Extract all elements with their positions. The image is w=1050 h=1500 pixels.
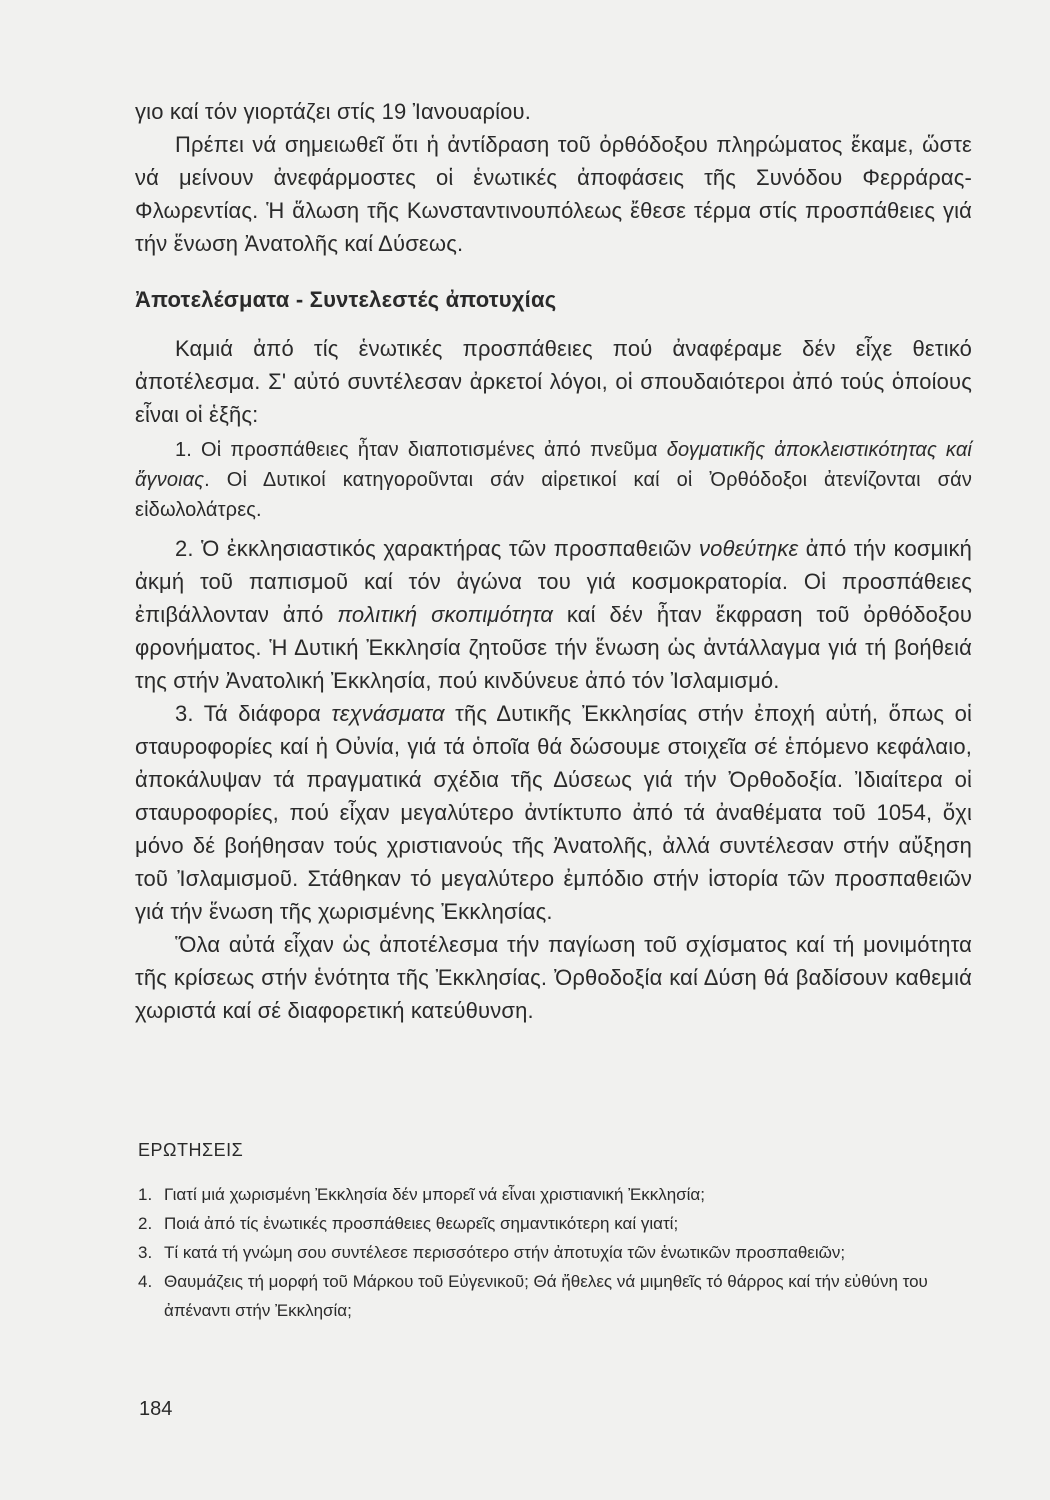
point-1-paragraph — [135, 435, 972, 525]
question-item — [138, 1267, 972, 1325]
point-2-text-mid: ἀπό τήν κοσμική ἀκμή τοῦ παπισμοῦ καί τόν ἀγώνα του γιά κοσμοκρατορία. Οἱ προσπάθειες ἐπιβάλλονταν ἀπό — [135, 536, 972, 627]
paragraph-continuation: γιο καί τόν γιορτάζει στίς 19 Ἰανουαρίου. — [135, 99, 532, 124]
point-1-text-pre: 1. Οἱ προσπάθειες ἦταν διαποτισμένες ἀπό πνεῦμα — [175, 439, 667, 461]
point-3-text-pre: 3. Τά διάφορα — [175, 701, 332, 726]
question-item — [138, 1180, 972, 1209]
question-item — [138, 1209, 972, 1238]
conclusion-paragraph: Ὅλα αὐτά εἶχαν ὡς ἀποτέλεσμα τήν παγίωση τοῦ σχίσματος καί τή μονιμότητα τῆς κρίσεως στήν ἑνότητα τῆς Ἐκκλησίας. Ὀρθοδοξία καί Δύση θά βαδίσουν καθεμιά χωριστά καί σέ διαφορετική κατεύθυνση. — [135, 932, 972, 1023]
point-1-emphasis: δογματικῆς ἀποκλειστικότητας καί ἄγνοιας — [135, 439, 972, 491]
question-text: Θαυμάζεις τή μορφή τοῦ Μάρκου τοῦ Εὐγενικοῦ; Θά ἤθελες νά μιμηθεῖς τό θάρρος καί τήν εὐθύνη του ἀπέναντι στήν Ἐκκλησία; — [164, 1272, 928, 1320]
question-text: Ποιά ἀπό τίς ἑνωτικές προσπάθειες θεωρεῖς σημαντικότερη καί γιατί; — [164, 1214, 679, 1233]
question-text: Γιατί μιά χωρισμένη Ἐκκλησία δέν μπορεῖ νά εἶναι χριστιανική Ἐκκλησία; — [164, 1185, 705, 1204]
point-1-section — [135, 435, 972, 525]
point-2-text-post: καί δέν ἦταν ἔκφραση τοῦ ὀρθόδοξου φρονήματος. Ἡ Δυτική Ἐκκλησία ζητοῦσε τήν ἕνωση ὡς ἀντάλλαγμα γιά τή βοήθειά της στήν Ἀνατολική Ἐκκλησία, πού κινδύνευε ἀπό τόν Ἰσλαμισμό. — [135, 602, 973, 693]
point-3-text-post: τῆς Δυτικῆς Ἐκκλησίας στήν ἐποχή αὐτή, ὅπως οἱ σταυροφορίες καί ἡ Οὐνία, γιά τά ὁποῖα θά δώσουμε στοιχεῖα σέ ἑπόμενο κεφάλαιο, ἀποκάλυψαν τά πραγματικά σχέδια τῆς Δύσεως γιά τήν Ὀρθοδοξία. Ἰδιαίτερα οἱ σταυροφορίες, πού εἶχαν μεγαλύτερο ἀντίκτυπο ἀπό τά ἀναθέματα τοῦ 1054, ὄχι μόνο δέ βοήθησαν τούς χριστιανούς τῆς Ἀνατολῆς, ἀλλά συντέλεσαν στήν αὔξηση τοῦ Ἰσλαμισμοῦ. Στάθηκαν τό μεγαλύτερο ἐμπόδιο στήν ἱστορία τῶν προσπαθειῶν γιά τήν ἕνωση τῆς χωρισμένης Ἐκκλησίας. — [135, 701, 972, 924]
point-3-emphasis: τεχνάσματα — [331, 701, 445, 726]
question-number: 2. — [138, 1214, 153, 1233]
points-2-3-section — [135, 532, 972, 1027]
question-text: Τί κατά τή γνώμη σου συντέλεσε περισσότερο στήν ἀποτυχία τῶν ἑνωτικῶν προσπαθειῶν; — [164, 1243, 846, 1262]
section-heading: Ἀποτελέσματα - Συντελεστές ἀποτυχίας — [135, 287, 557, 312]
question-number: 4. — [138, 1272, 153, 1291]
intro-paragraph: Καμιά ἀπό τίς ἑνωτικές προσπάθειες πού ἀναφέραμε δέν εἶχε θετικό ἀποτέλεσμα. Σ' αὐτό συντέλεσαν ἀρκετοί λόγοι, οἱ σπουδαιότεροι ἀπό τούς ὁποίους εἶναι οἱ ἑξῆς: — [135, 336, 972, 427]
questions-list — [138, 1180, 972, 1325]
question-item — [138, 1238, 972, 1267]
point-2-emphasis-2: πολιτική σκοπιμότητα — [337, 602, 554, 627]
top-text-section — [135, 95, 972, 260]
point-2-paragraph — [135, 532, 972, 697]
paragraph-union-reaction: Πρέπει νά σημειωθεῖ ὅτι ἡ ἀντίδραση τοῦ ὀρθόδοξου πληρώματος ἔκαμε, ὥστε νά μείνουν ἀνεφάρμοστες οἱ ἑνωτικές ἀποφάσεις τῆς Συνόδου Φερράρας-Φλωρεντίας. Ἡ ἅλωση τῆς Κωνσταντινουπόλεως ἔθεσε τέρμα στίς προσπάθειες γιά τήν ἕνωση Ἀνατολῆς καί Δύσεως. — [135, 132, 972, 256]
intro-section — [135, 332, 972, 431]
point-1-text-post: . Οἱ Δυτικοί κατηγοροῦνται σάν αἱρετικοί καί οἱ Ὀρθόδοξοι ἀτενίζονται σάν εἰδωλολάτρες. — [135, 469, 972, 521]
point-2-emphasis-1: νοθεύτηκε — [698, 536, 799, 561]
question-number: 1. — [138, 1185, 153, 1204]
page-number: 184 — [139, 1398, 173, 1420]
point-2-text-pre: 2. Ὁ ἐκκλησιαστικός χαρακτήρας τῶν προσπαθειῶν — [175, 536, 699, 561]
questions-title: ΕΡΩΤΗΣΕΙΣ — [138, 1140, 244, 1160]
point-3-paragraph — [135, 697, 972, 928]
question-number: 3. — [138, 1243, 153, 1262]
